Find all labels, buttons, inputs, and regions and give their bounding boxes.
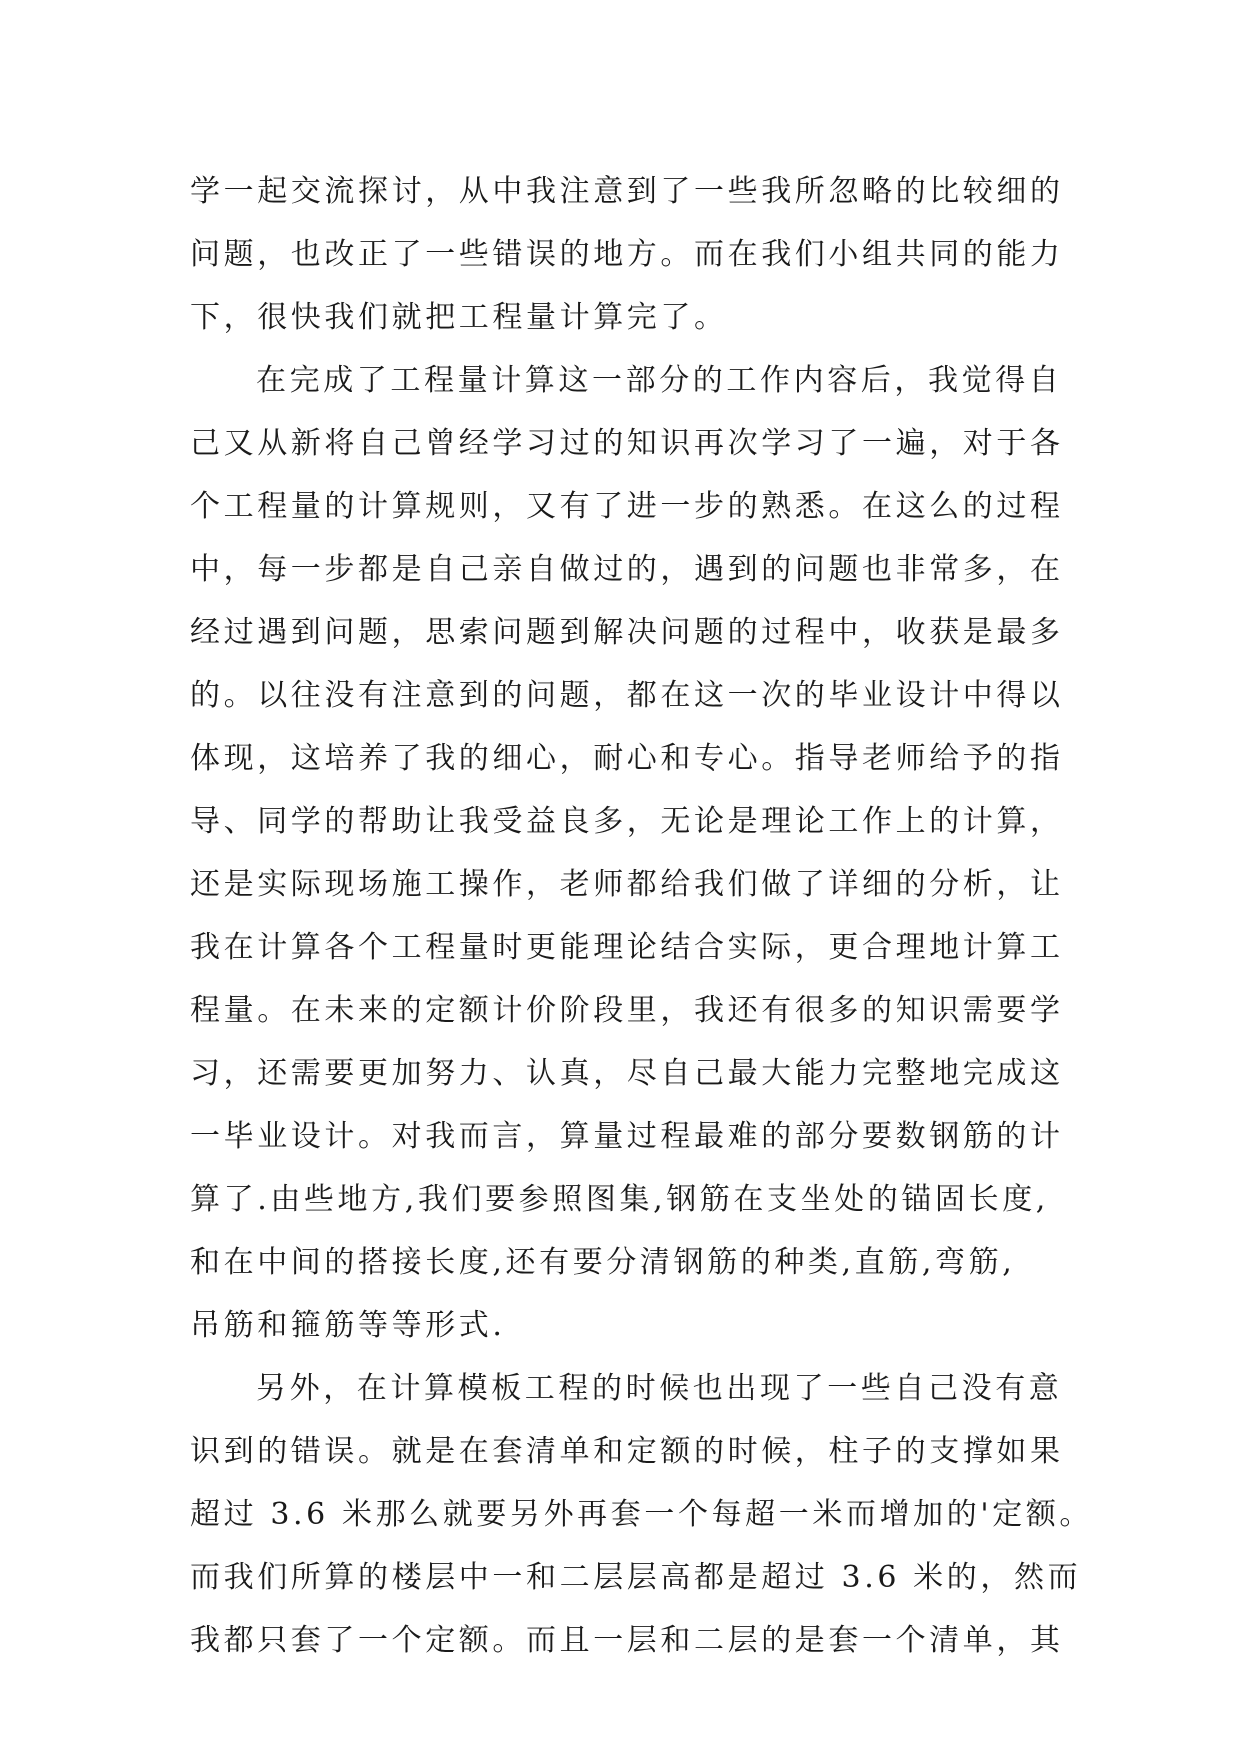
text-line: 中，每一步都是自己亲自做过的，遇到的问题也非常多，在	[190, 552, 1064, 587]
text-line: 的。以往没有注意到的问题，都在这一次的毕业设计中得以	[190, 678, 1064, 713]
text-line: 算了.由些地方,我们要参照图集,钢筋在支坐处的锚固长度,	[190, 1182, 1049, 1217]
text-line: 而我们所算的楼层中一和二层层高都是超过 3.6 米的，然而	[190, 1560, 1082, 1595]
text-line: 吊筋和箍筋等等形式.	[190, 1308, 506, 1343]
text-line: 我都只套了一个定额。而且一层和二层的是套一个清单，其	[190, 1623, 1064, 1658]
text-line: 我在计算各个工程量时更能理论结合实际，更合理地计算工	[190, 930, 1064, 965]
text-line: 个工程量的计算规则，又有了进一步的熟悉。在这么的过程	[190, 489, 1064, 524]
text-line: 学一起交流探讨，从中我注意到了一些我所忽略的比较细的	[190, 174, 1064, 209]
text-line: 问题，也改正了一些错误的地方。而在我们小组共同的能力	[190, 237, 1064, 272]
text-line: 一毕业设计。对我而言，算量过程最难的部分要数钢筋的计	[190, 1119, 1064, 1154]
text-line: 和在中间的搭接长度,还有要分清钢筋的种类,直筋,弯筋,	[190, 1245, 1016, 1280]
text-line: 体现，这培养了我的细心，耐心和专心。指导老师给予的指	[190, 741, 1064, 776]
text-line: 己又从新将自己曾经学习过的知识再次学习了一遍，对于各	[190, 426, 1064, 461]
text-line: 下，很快我们就把工程量计算完了。	[190, 300, 728, 335]
paragraph-first-line: 在完成了工程量计算这一部分的工作内容后，我觉得自	[256, 363, 1063, 398]
text-line: 超过 3.6 米那么就要另外再套一个每超一米而增加的'定额。	[190, 1497, 1094, 1532]
text-line: 导、同学的帮助让我受益良多，无论是理论工作上的计算，	[190, 804, 1064, 839]
text-line: 识到的错误。就是在套清单和定额的时候，柱子的支撑如果	[190, 1434, 1064, 1469]
body-text	[190, 160, 1094, 1672]
text-line: 还是实际现场施工操作，老师都给我们做了详细的分析，让	[190, 867, 1064, 902]
text-line: 经过遇到问题，思索问题到解决问题的过程中，收获是最多	[190, 615, 1064, 650]
text-line: 习，还需要更加努力、认真，尽自己最大能力完整地完成这	[190, 1056, 1064, 1091]
paragraph-first-line: 另外，在计算模板工程的时候也出现了一些自己没有意	[256, 1371, 1063, 1406]
text-line: 程量。在未来的定额计价阶段里，我还有很多的知识需要学	[190, 993, 1064, 1028]
